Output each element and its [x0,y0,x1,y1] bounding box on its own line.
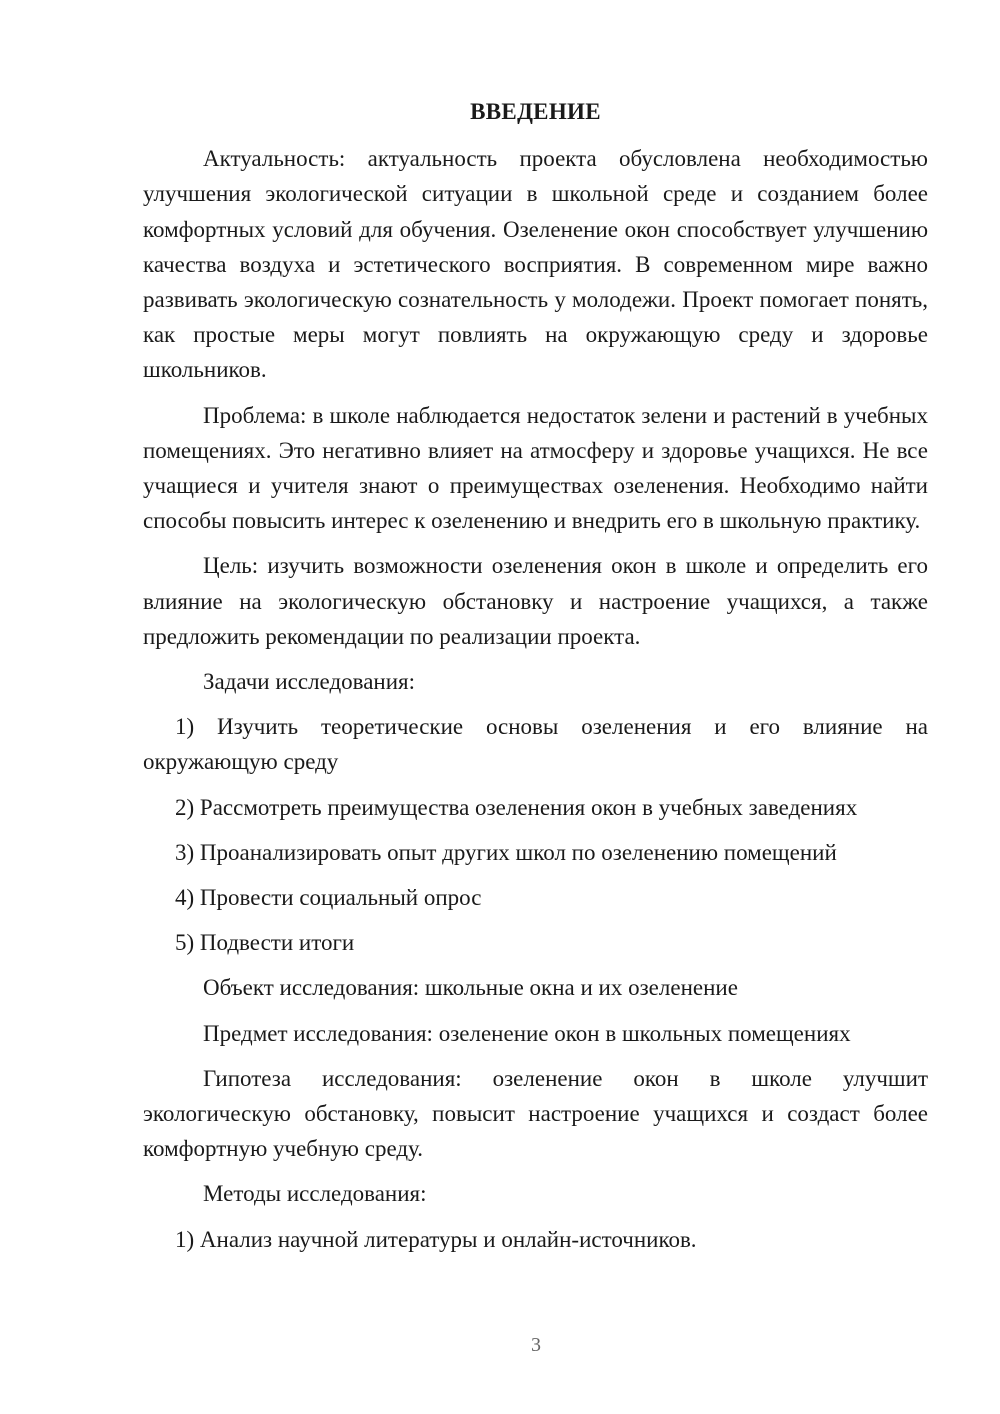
task-item: 1) Изучить теоретические основы озеленения и его влияние на окружающую среду [143,714,928,775]
task-item: 2) Рассмотреть преимущества озеленения окон в учебных заведениях [175,794,858,820]
task-item: 4) Провести социальный опрос [175,885,482,911]
page-content [143,94,928,1267]
methods-title: Методы исследования: [203,1181,427,1207]
problem-paragraph: Проблема: в школе наблюдается недостаток зелени и растений в учебных помещениях. Это негативно влияет на атмосферу и здоровье учащихся. Не все учащиеся и учителя знают о преимуществах озеленения. Необходимо найти способы повысить интерес к озеленению и внедрить его в школьную практику. [143,402,928,534]
task-item: 5) Подвести итоги [175,930,355,956]
page-heading: ВВЕДЕНИЕ [470,99,601,124]
relevance-paragraph: Актуальность: актуальность проекта обусловлена необходимостью улучшения экологической ситуации в школьной среде и созданием более комфортных условий для обучения. Озеленение окон способствует улучшению качества воздуха и эстетического восприятия. В современном мире важно развивать экологическую сознательность у молодежи. Проект помогает понять, как простые меры могут повлиять на окружающую среду и здоровье школьников. [143,146,928,383]
object-line: Объект исследования: школьные окна и их озеленение [203,975,738,1001]
method-item: 1) Анализ научной литературы и онлайн-источников. [175,1226,697,1252]
tasks-title: Задачи исследования: [203,669,416,695]
page-number: 3 [531,1334,541,1356]
task-item: 3) Проанализировать опыт других школ по озеленению помещений [175,839,837,865]
goal-paragraph: Цель: изучить возможности озеленения окон в школе и определить его влияние на экологическую обстановку и настроение учащихся, а также предложить рекомендации по реализации проекта. [143,553,928,649]
hypothesis-paragraph: Гипотеза исследования: озеленение окон в школе улучшит экологическую обстановку, повысит настроение учащихся и создаст более комфортную учебную среду. [143,1065,928,1162]
subject-line: Предмет исследования: озеленение окон в школьных помещениях [203,1020,851,1046]
